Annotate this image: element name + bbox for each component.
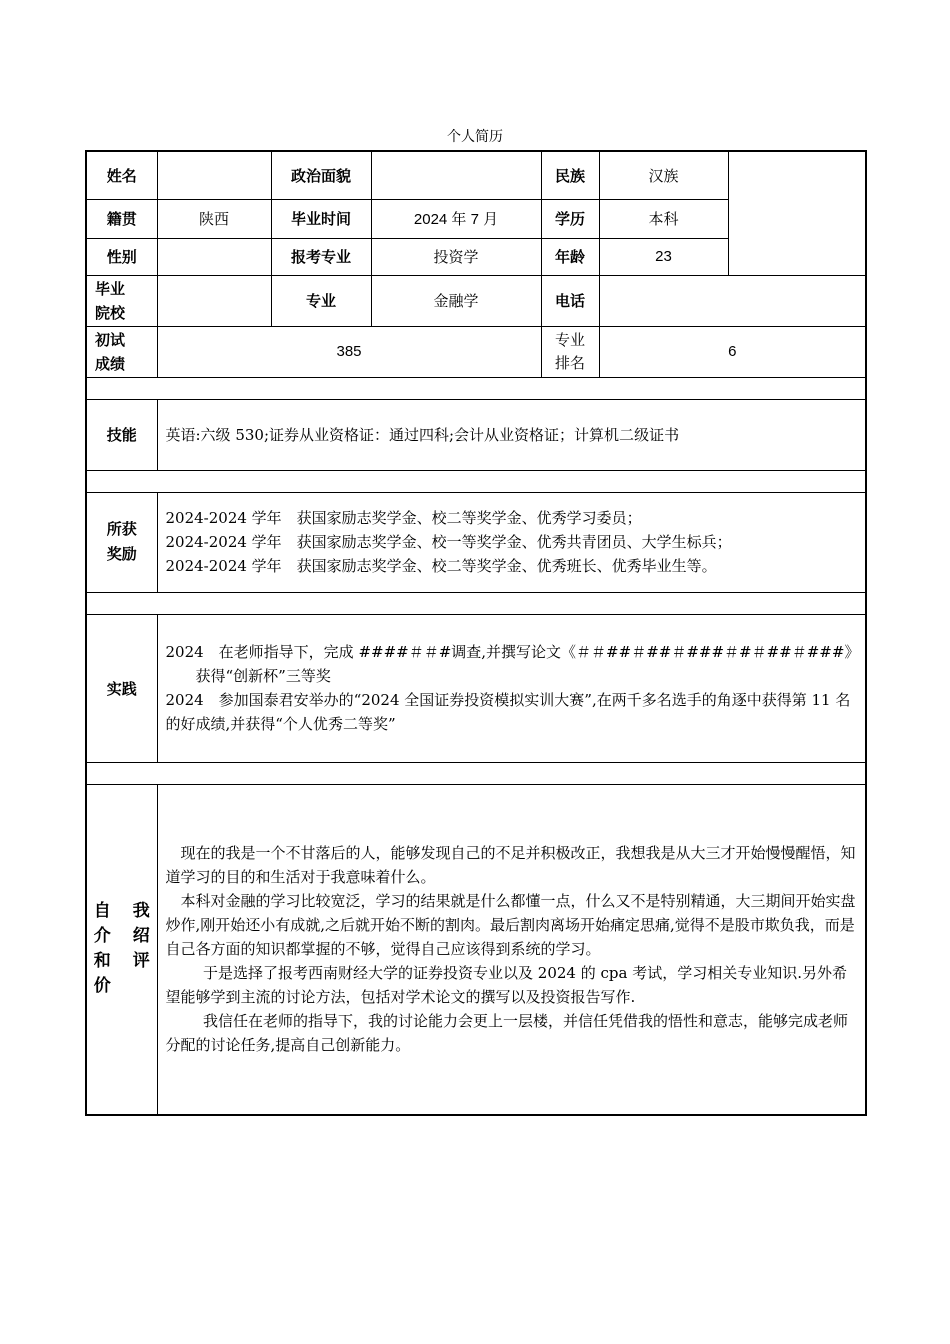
award-item: 2024-2024 学年 获国家励志奖学金、校一等奖学金、优秀共青团员、大学生标兵； [165, 533, 732, 551]
eval-char: 绍 [132, 926, 150, 947]
label-awards-line2: 奖励 [106, 545, 137, 563]
spacer-row-4 [86, 762, 866, 784]
label-major-applied: 报考专业 [271, 238, 371, 275]
practice-content[interactable] [157, 614, 866, 762]
label-score-line1: 初试 [95, 330, 126, 349]
award-item: 2024-2024 学年 获国家励志奖学金、校二等奖学金、优秀学习委员； [165, 509, 642, 527]
row-practice [86, 614, 866, 762]
label-rank-line2: 排名 [554, 353, 585, 372]
label-ethnicity: 民族 [541, 151, 599, 199]
award-item: 2024-2024 学年 获国家励志奖学金、校二等奖学金、优秀班长、优秀毕业生等。 [165, 557, 717, 575]
value-age[interactable]: 23 [599, 238, 728, 275]
eval-char: 和 [93, 951, 111, 972]
value-political[interactable] [371, 151, 541, 199]
value-skills[interactable]: 英语:六级 530;证券从业资格证：通过四科;会计从业资格证；计算机二级证书 [157, 399, 866, 470]
spacer-row-1 [86, 377, 866, 399]
label-school [86, 275, 157, 326]
label-awards [86, 492, 157, 592]
self-eval-label-grid [87, 899, 157, 999]
value-score[interactable]: 385 [157, 326, 541, 377]
spacer-cell [86, 377, 866, 399]
value-major-applied[interactable]: 投资学 [371, 238, 541, 275]
value-phone[interactable] [599, 275, 866, 326]
label-school-line1: 毕业 [95, 279, 126, 298]
value-grad-time[interactable]: 2024 年 7 月 [371, 199, 541, 238]
value-origin[interactable]: 陕西 [157, 199, 271, 238]
photo-area [728, 151, 866, 275]
label-grad-time: 毕业时间 [271, 199, 371, 238]
label-phone: 电话 [541, 275, 599, 326]
spacer-row-2 [86, 470, 866, 492]
value-ethnicity[interactable]: 汉族 [599, 151, 728, 199]
label-self-eval [86, 784, 157, 1115]
practice-item: 2024 参加国泰君安举办的“2024 全国证券投资模拟实训大赛”,在两千多名选手的角逐中获得第 11 名的好成绩,并获得“个人优秀二等奖” [165, 691, 851, 733]
value-major[interactable]: 金融学 [371, 275, 541, 326]
label-school-line2: 院校 [95, 303, 126, 322]
label-gender: 性别 [86, 238, 157, 275]
self-eval-paragraph: 本科对金融的学习比较宽泛，学习的结果就是什么都懂一点，什么又不是特别精通，大三期间开始实盘炒作,刚开始还小有成就,之后就开始不断的割肉。最后割肉离场开始痛定思痛,觉得不是股市欺负我，而是自己各方面的知识都掌握的不够，觉得自己应该得到系统的学习。 [165, 892, 856, 959]
practice-item: 2024 在老师指导下，完成 ####＃＃#调查,并撰写论文《＃＃##＃##＃###＃#＃##＃###》 [165, 643, 860, 661]
spacer-row-3 [86, 592, 866, 614]
eval-char [126, 974, 150, 999]
label-score-line2: 成绩 [95, 354, 126, 373]
label-name: 姓名 [86, 151, 157, 199]
value-education[interactable]: 本科 [599, 199, 728, 238]
row-self-eval [86, 784, 866, 1115]
resume-table [85, 150, 867, 1116]
value-name[interactable] [157, 151, 271, 199]
eval-char: 介 [93, 926, 111, 947]
row-school [86, 275, 866, 326]
self-eval-paragraph: 现在的我是一个不甘落后的人，能够发现自己的不足并积极改正，我想我是从大三才开始慢慢醒悟，知道学习的目的和生活对于我意味着什么。 [165, 844, 856, 887]
label-political: 政治面貌 [271, 151, 371, 199]
self-eval-paragraph: 我信任在老师的指导下，我的讨论能力会更上一层楼，并信任凭借我的悟性和意志，能够完成老师分配的讨论任务,提高自己创新能力。 [165, 1012, 849, 1055]
practice-item: 获得“创新杯”三等奖 [195, 667, 331, 685]
self-eval-paragraph: 于是选择了报考西南财经大学的证券投资专业以及 2024 的 cpa 考试，学习相关专业知识.另外希望能够学到主流的讨论方法，包括对学术论文的撰写以及投资报告写作. [165, 964, 847, 1007]
label-origin: 籍贯 [86, 199, 157, 238]
label-awards-line1: 所获 [106, 520, 137, 538]
row-skills [86, 399, 866, 470]
label-major: 专业 [271, 275, 371, 326]
eval-char: 自 [93, 901, 111, 922]
label-skills: 技能 [86, 399, 157, 470]
label-education: 学历 [541, 199, 599, 238]
label-practice: 实践 [86, 614, 157, 762]
self-eval-content[interactable] [157, 784, 866, 1115]
value-gender[interactable] [157, 238, 271, 275]
row-name [86, 151, 866, 199]
spacer-cell [86, 470, 866, 492]
eval-char: 我 [132, 901, 150, 922]
label-score [86, 326, 157, 377]
eval-char: 评 [132, 951, 150, 972]
label-rank [541, 326, 599, 377]
label-rank-line1: 专业 [554, 330, 585, 349]
value-rank[interactable]: 6 [599, 326, 866, 377]
value-school[interactable] [157, 275, 271, 326]
eval-char: 价 [93, 976, 111, 997]
spacer-cell [86, 592, 866, 614]
row-score [86, 326, 866, 377]
document-title: 个人简历 [447, 129, 503, 145]
label-age: 年龄 [541, 238, 599, 275]
spacer-cell [86, 762, 866, 784]
row-awards [86, 492, 866, 592]
awards-content[interactable] [157, 492, 866, 592]
